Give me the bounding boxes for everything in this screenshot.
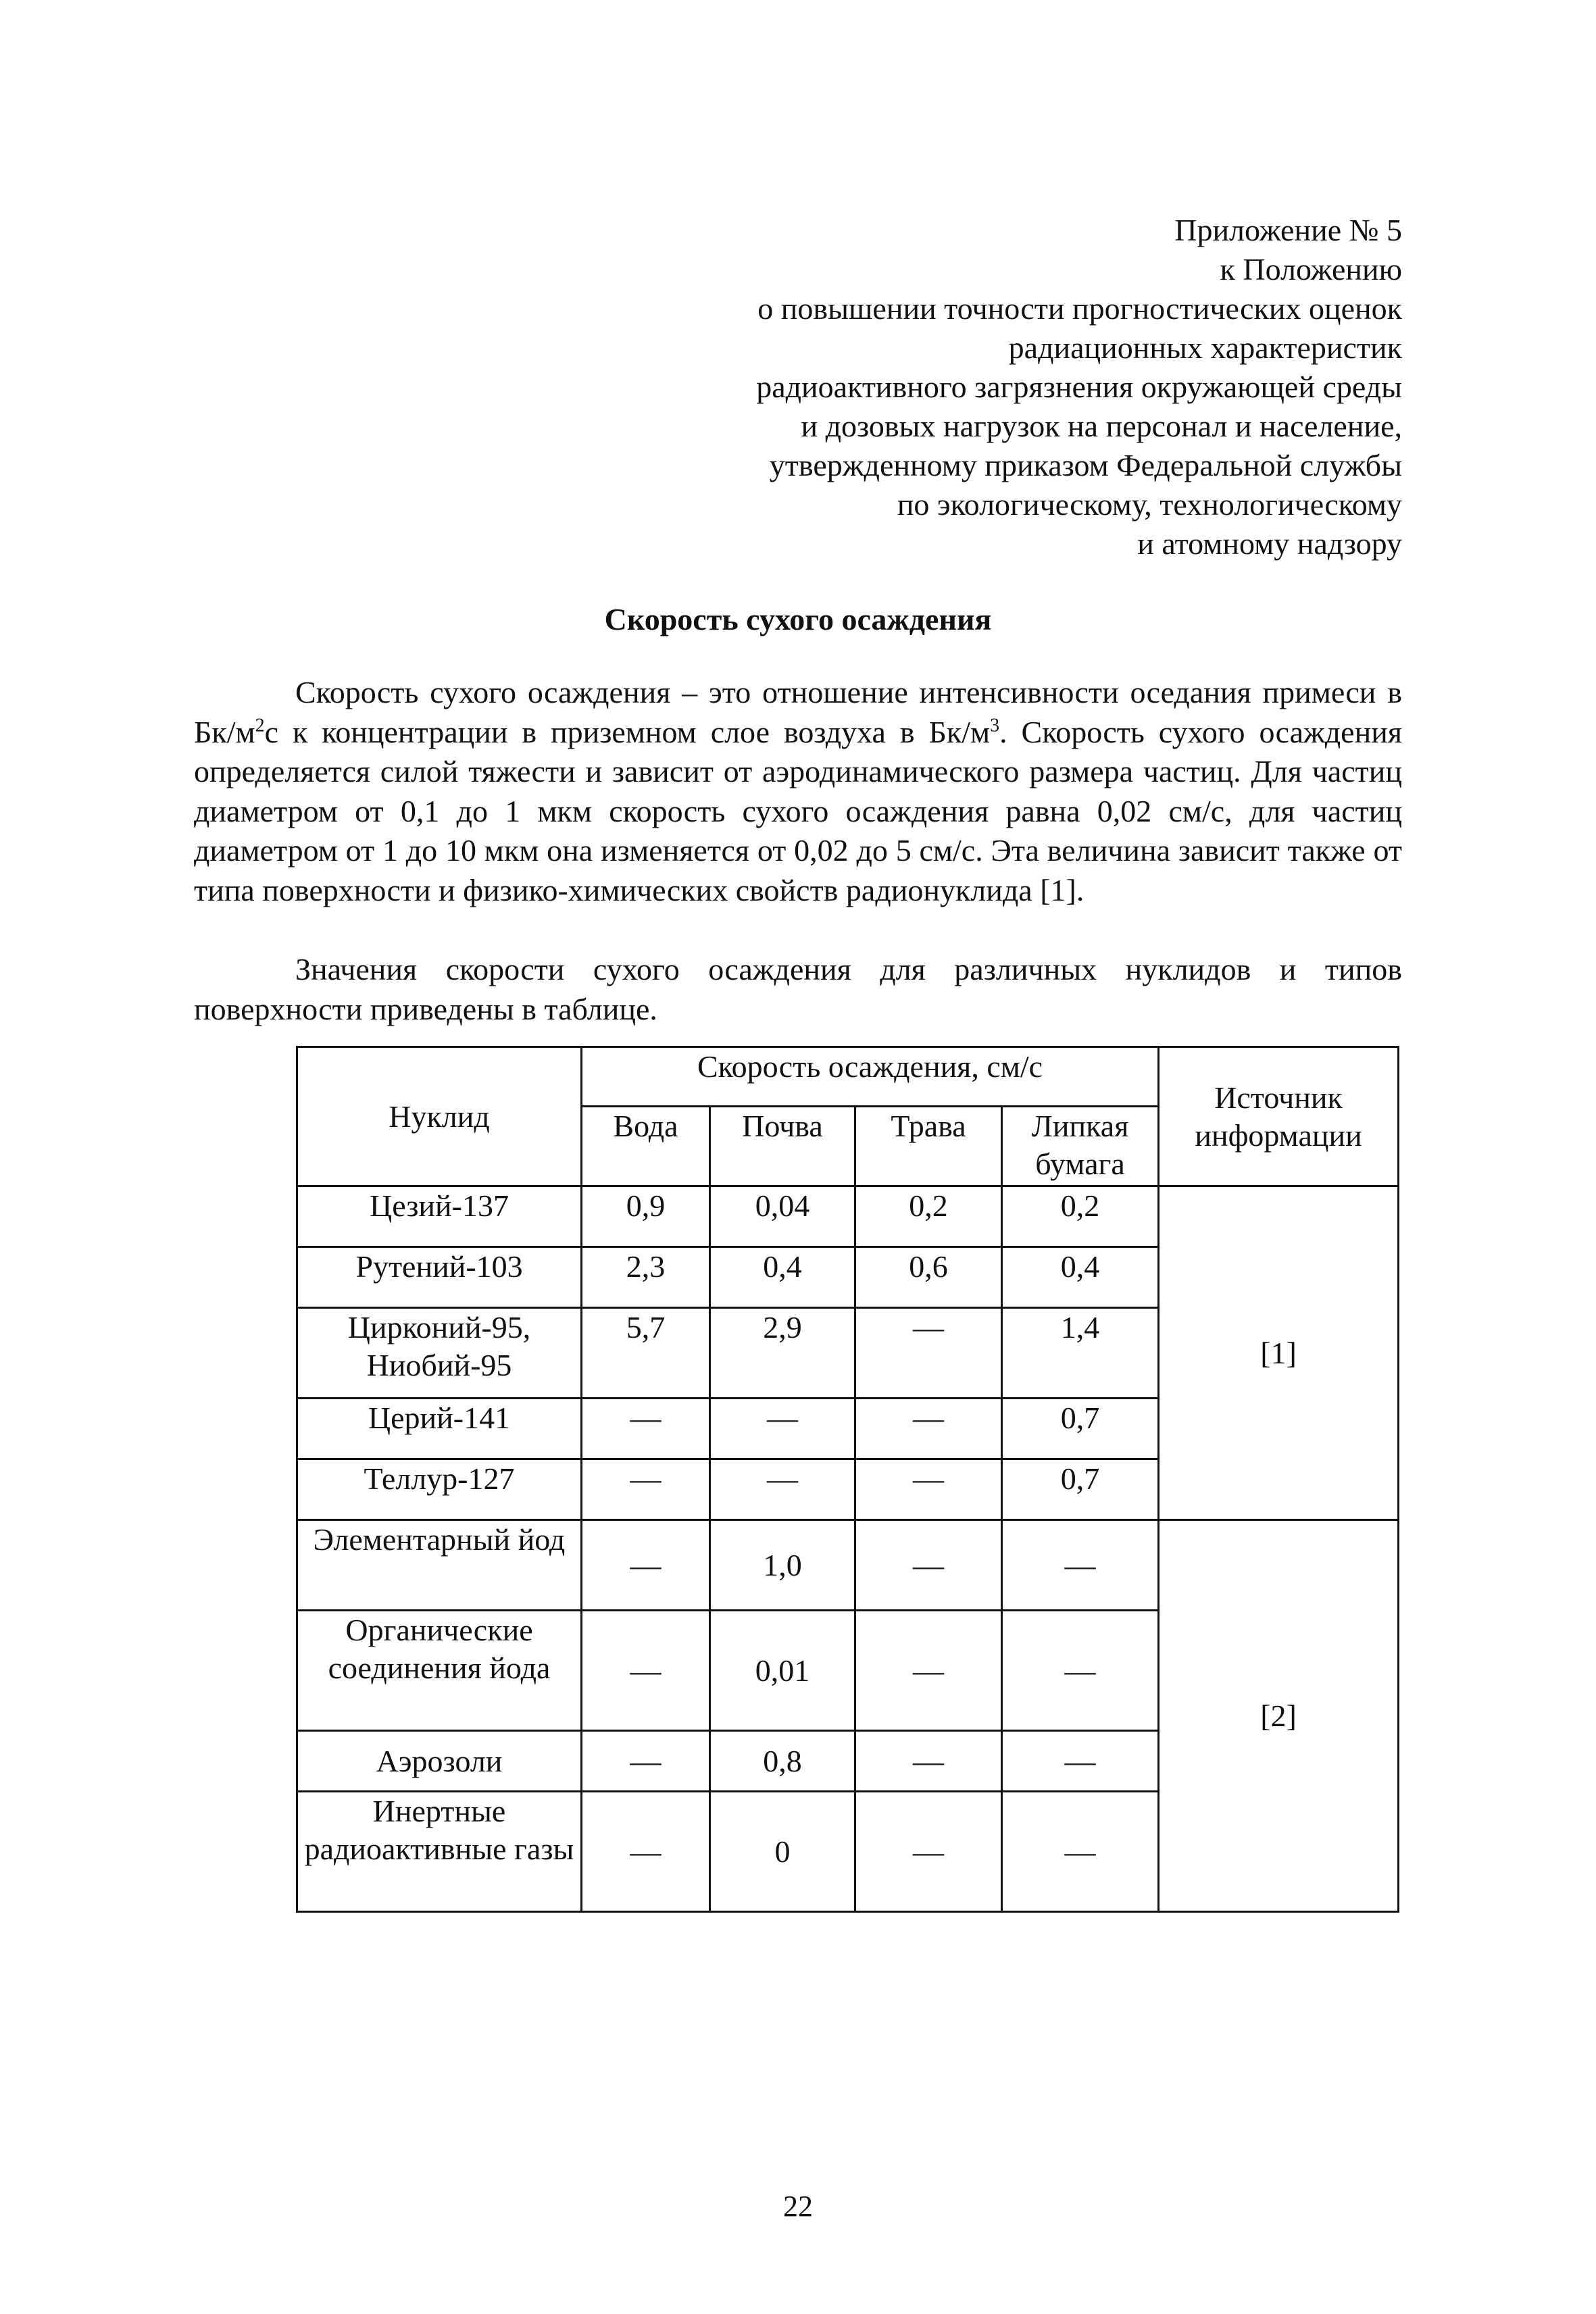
value-cell: 0,2 bbox=[855, 1186, 1002, 1247]
nuclide-cell: Элементарный йод bbox=[297, 1520, 582, 1611]
value-cell: 0 bbox=[710, 1792, 855, 1912]
col-header-nuclide: Нуклид bbox=[297, 1047, 582, 1186]
value-cell: — bbox=[710, 1399, 855, 1459]
nuclide-cell: Рутений-103 bbox=[297, 1247, 582, 1308]
table-intro-paragraph: Значения скорости сухого осаждения для различных нуклидов и типов поверхности приведены в таблице. bbox=[194, 952, 1402, 1026]
value-cell: — bbox=[582, 1399, 710, 1459]
value-cell: — bbox=[582, 1792, 710, 1912]
superscript-2: 2 bbox=[255, 715, 265, 736]
header-line: и атомному надзору bbox=[1137, 526, 1402, 561]
deposition-table bbox=[296, 1046, 1399, 1913]
value-cell: 0,6 bbox=[855, 1247, 1002, 1308]
value-cell: 0,04 bbox=[710, 1186, 855, 1247]
nuclide-cell: Цирконий-95, Ниобий-95 bbox=[297, 1308, 582, 1399]
header-line: о повышении точности прогностических оценок bbox=[757, 291, 1402, 326]
table-row bbox=[297, 1186, 1399, 1247]
value-cell: 0,9 bbox=[582, 1186, 710, 1247]
nuclide-cell: Аэрозоли bbox=[297, 1731, 582, 1792]
nuclide-cell: Теллур-127 bbox=[297, 1459, 582, 1520]
source-cell: [1] bbox=[1159, 1186, 1399, 1520]
value-cell: — bbox=[1002, 1520, 1159, 1611]
value-cell: 1,4 bbox=[1002, 1308, 1159, 1399]
value-cell: 5,7 bbox=[582, 1308, 710, 1399]
value-cell: — bbox=[855, 1611, 1002, 1731]
col-header-soil: Почва bbox=[710, 1107, 855, 1186]
value-cell: 0,4 bbox=[710, 1247, 855, 1308]
value-cell: — bbox=[582, 1459, 710, 1520]
page-title: Скорость сухого осаждения bbox=[604, 602, 992, 636]
value-cell: 1,0 bbox=[710, 1520, 855, 1611]
value-cell: 0,8 bbox=[710, 1731, 855, 1792]
value-cell: 2,9 bbox=[710, 1308, 855, 1399]
value-cell: — bbox=[855, 1459, 1002, 1520]
value-cell: — bbox=[582, 1520, 710, 1611]
value-cell: — bbox=[855, 1731, 1002, 1792]
nuclide-cell: Инертные радиоактивные газы bbox=[297, 1792, 582, 1912]
value-cell: 0,2 bbox=[1002, 1186, 1159, 1247]
header-line: Приложение № 5 bbox=[1174, 213, 1402, 247]
intro-paragraph bbox=[194, 673, 1402, 911]
table-row bbox=[297, 1520, 1399, 1611]
intro-text-2: с к концентрации в приземном слое воздуха в Бк/м bbox=[264, 714, 991, 749]
value-cell: — bbox=[582, 1611, 710, 1731]
value-cell: — bbox=[855, 1792, 1002, 1912]
value-cell: — bbox=[582, 1731, 710, 1792]
source-cell: [2] bbox=[1159, 1520, 1399, 1912]
value-cell: — bbox=[1002, 1792, 1159, 1912]
value-cell: 2,3 bbox=[582, 1247, 710, 1308]
superscript-3: 3 bbox=[990, 715, 1000, 736]
header-line: и дозовых нагрузок на персонал и население, bbox=[801, 409, 1402, 443]
value-cell: — bbox=[710, 1459, 855, 1520]
value-cell: — bbox=[1002, 1611, 1159, 1731]
header-line: по экологическому, технологическому bbox=[897, 487, 1402, 522]
intro-text-1: Скорость сухого осаждения – это отношение интенсивности оседания примеси в Бк/м bbox=[194, 675, 1402, 749]
col-header-sticky-paper: Липкая бумага bbox=[1002, 1107, 1159, 1186]
col-header-source: Источник информации bbox=[1159, 1047, 1399, 1186]
value-cell: — bbox=[855, 1308, 1002, 1399]
value-cell: — bbox=[855, 1399, 1002, 1459]
col-header-grass: Трава bbox=[855, 1107, 1002, 1186]
nuclide-cell: Цезий-137 bbox=[297, 1186, 582, 1247]
nuclide-cell: Органические соединения йода bbox=[297, 1611, 582, 1731]
col-header-speed: Скорость осаждения, см/с bbox=[582, 1047, 1159, 1107]
value-cell: 0,4 bbox=[1002, 1247, 1159, 1308]
col-header-water: Вода bbox=[582, 1107, 710, 1186]
page-number: 22 bbox=[783, 2190, 813, 2223]
intro-text-3: . Скорость сухого осаждения определяется силой тяжести и зависит от аэродинамического размера частиц. Для частиц диаметром от 0,1 до 1 мкм скорость сухого осаждения равна 0,02 см/с, для частиц диаметром от 1 до 10 мкм она изменяется от 0,02 до 5 см/с. Эта величина зависит также от типа поверхности и физико-химических свойств радионуклида [1]. bbox=[194, 714, 1402, 907]
header-line: утвержденному приказом Федеральной службы bbox=[769, 448, 1402, 482]
value-cell: 0,7 bbox=[1002, 1459, 1159, 1520]
nuclide-cell: Церий-141 bbox=[297, 1399, 582, 1459]
header-line: радиационных характеристик bbox=[1008, 330, 1402, 365]
value-cell: 0,01 bbox=[710, 1611, 855, 1731]
header-line: к Положению bbox=[1220, 252, 1402, 286]
value-cell: — bbox=[1002, 1731, 1159, 1792]
header-line: радиоактивного загрязнения окружающей среды bbox=[756, 370, 1402, 404]
value-cell: 0,7 bbox=[1002, 1399, 1159, 1459]
appendix-header bbox=[756, 211, 1402, 563]
value-cell: — bbox=[855, 1520, 1002, 1611]
